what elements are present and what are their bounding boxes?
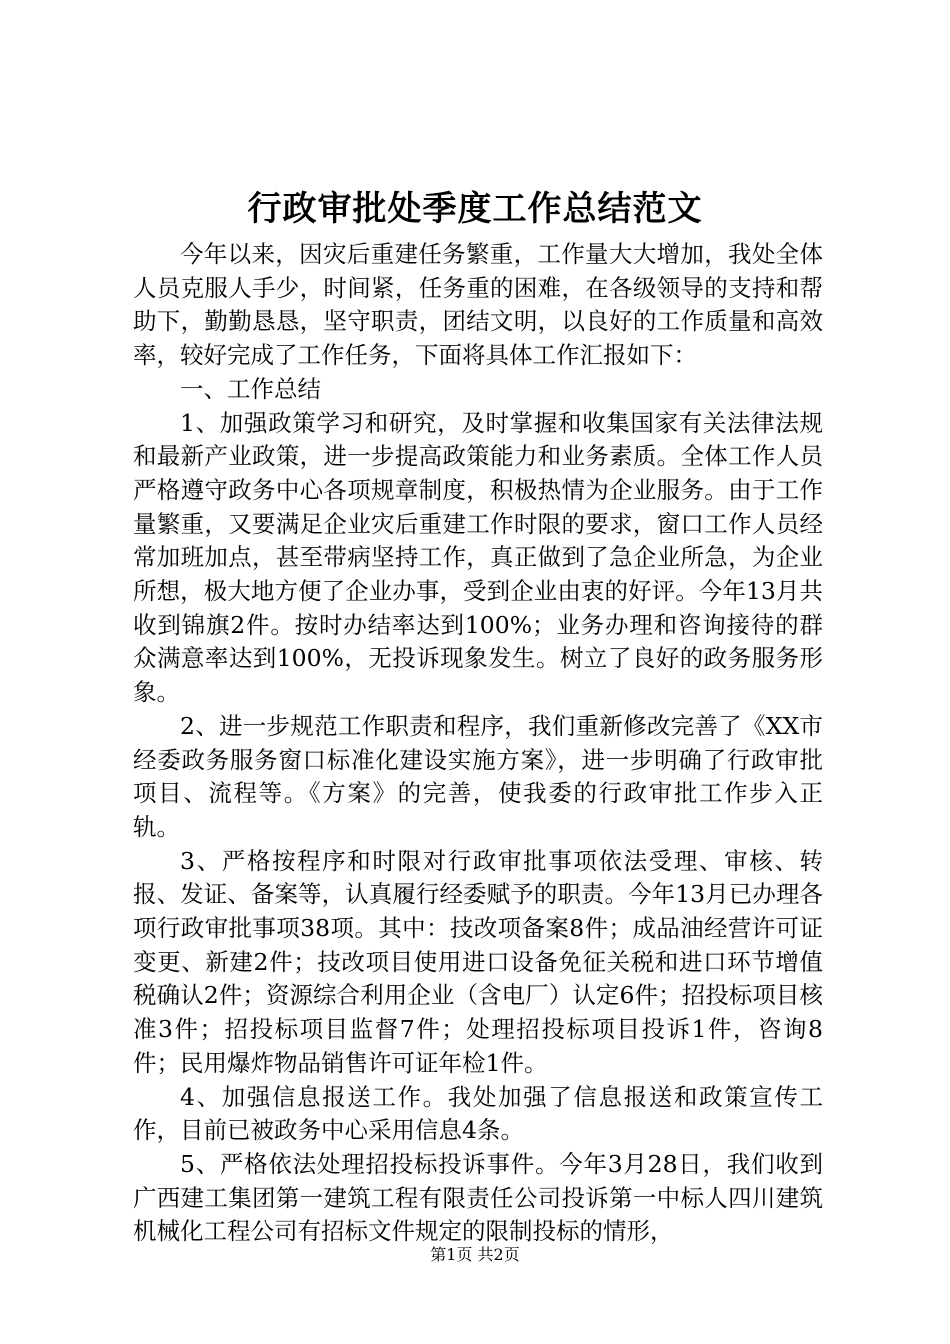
paragraph-item-2: 2、进一步规范工作职责和程序，我们重新修改完善了《XX市经委政务服务窗口标准化建设实施方案》，进一步明确了行政审批项目、流程等。《方案》的完善，使我委的行政审批工作步入正轨。 bbox=[133, 711, 823, 841]
paragraph-item-4: 4、加强信息报送工作。我处加强了信息报送和政策宣传工作，目前已被政务中心采用信息4条。 bbox=[133, 1082, 823, 1145]
document-body bbox=[133, 238, 823, 1249]
paragraph-item-3: 3、严格按程序和时限对行政审批事项依法受理、审核、转报、发证、备案等，认真履行经委赋予的职责。今年13月已办理各项行政审批事项38项。其中：技改项备案8件；成品油经营许可证变更、新建2件；技改项目使用进口设备免征关税和进口环节增值税确认2件；资源综合利用企业（含电厂）认定6件；招投标项目核准3件；招投标项目监督7件；处理招投标项目投诉1件，咨询8件；民用爆炸物品销售许可证年检1件。 bbox=[133, 846, 823, 1077]
document-title: 行政审批处季度工作总结范文 bbox=[247, 189, 703, 229]
intro-paragraph: 今年以来，因灾后重建任务繁重，工作量大大增加，我处全体人员克服人手少，时间紧，任务重的困难，在各级领导的支持和帮助下，勤勤恳恳，坚守职责，团结文明，以良好的工作质量和高效率，较好完成了工作任务，下面将具体工作汇报如下： bbox=[133, 240, 823, 370]
paragraph-item-1: 1、加强政策学习和研究，及时掌握和收集国家有关法律法规和最新产业政策，进一步提高政策能力和业务素质。全体工作人员严格遵守政务中心各项规章制度，积极热情为企业服务。由于工作量繁重，又要满足企业灾后重建工作时限的要求，窗口工作人员经常加班加点，甚至带病坚持工作，真正做到了急企业所急，为企业所想，极大地方便了企业办事，受到企业由衷的好评。今年13月共收到锦旗2件。按时办结率达到100%；业务办理和咨询接待的群众满意率达到100%，无投诉现象发生。树立了良好的政务服务形象。 bbox=[133, 408, 823, 707]
page-footer: 第1页 共2页 bbox=[430, 1245, 520, 1264]
section-heading: 一、工作总结 bbox=[180, 374, 321, 403]
paragraph-item-5: 5、严格依法处理招投标投诉事件。今年3月28日，我们收到广西建工集团第一建筑工程有限责任公司投诉第一中标人四川建筑机械化工程公司有招标文件规定的限制投标的情形， bbox=[133, 1149, 823, 1246]
